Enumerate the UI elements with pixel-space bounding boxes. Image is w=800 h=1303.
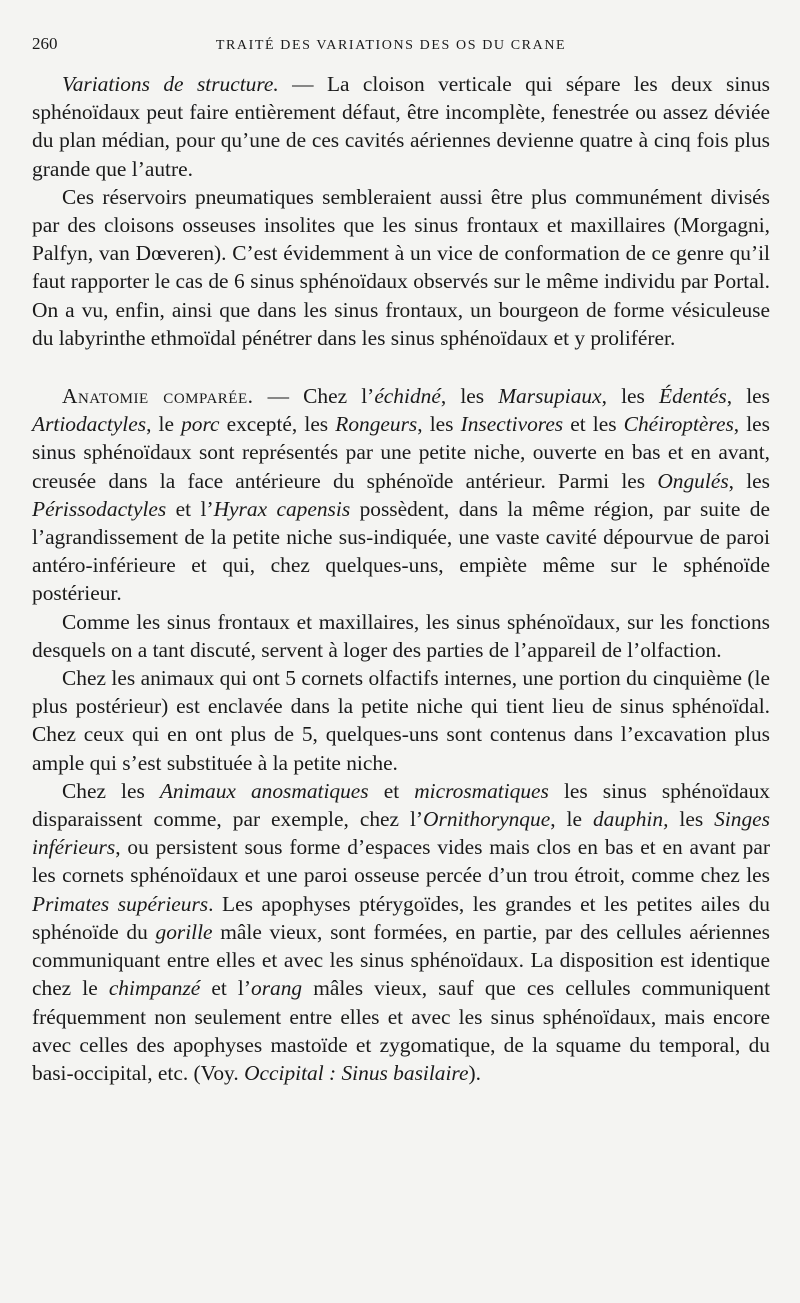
section-heading: Anatomie comparée.: [62, 384, 254, 409]
section-anatomie-comparee: [32, 382, 770, 1087]
section-gap: [32, 352, 770, 382]
page-number: 260: [32, 34, 58, 53]
running-title: TRAITÉ DES VARIATIONS DES OS DU CRANE: [215, 38, 567, 53]
paragraph: Variations de structure. — La cloison verticale qui sépare les deux sinus sphénoïdaux peut faire entièrement défaut, être incomplète, fenestrée ou assez déviée du plan médian, pour qu’une de ces cavités aériennes devienne quatre à cinq fois plus grande que l’autre.: [32, 72, 771, 181]
paragraph: Chez les animaux qui ont 5 cornets olfactifs internes, une portion du cinquième (le plus postérieur) est enclavée dans la petite niche qui tient lieu de sinus sphénoïdal. Chez ceux qui en ont plus de 5, quelques-uns sont contenus dans l’excavation plus ample qui s’est substituée à la petite niche.: [32, 666, 770, 775]
section-title: Variations de structure.: [62, 72, 279, 96]
paragraph: Comme les sinus frontaux et maxillaires, les sinus sphénoïdaux, sur les fonctions desquels on a tant discuté, servent à loger des parties de l’appareil de l’olfaction.: [32, 609, 770, 662]
paragraph: Anatomie comparée. — Chez l’échidné, les Marsupiaux, les Édentés, les Artiodactyles, le porc excepté, les Rongeurs, les Insectivores et les Chéiroptères, les sinus sphénoïdaux sont représentés par une petite niche, ouverte en bas et en avant, creusée dans la face antérieure du sphénoïde antérieur. Parmi les Ongulés, les Périssodactyles et l’Hyrax capensis possèdent, dans la même région, par suite de l’agrandissement de la petite niche sus-indiquée, une vaste cavité dépourvue de paroi antéro-inférieure et qui, chez quelques-uns, empiète même sur le sphénoïde postérieur.: [32, 384, 771, 606]
paragraph: Ces réservoirs pneumatiques sembleraient aussi être plus communément divisés par des cloisons osseuses insolites que les sinus frontaux et maxillaires (Morgagni, Palfyn, van Dœveren). C’est évidemment à un vice de conformation de ce genre qu’il faut rapporter le cas de 6 sinus sphénoïdaux observés sur le même individu par Portal. On a vu, enfin, ainsi que dans les sinus frontaux, un bourgeon de forme vésiculeuse du labyrinthe ethmoïdal pénétrer dans les sinus sphénoïdaux et y proliférer.: [32, 184, 770, 350]
running-header: [32, 34, 770, 60]
section-variations-structure: [32, 70, 770, 352]
paragraph: Chez les Animaux anosmatiques et microsmatiques les sinus sphénoïdaux disparaissent comme, par exemple, chez l’Ornithorynque, le dauphin, les Singes inférieurs, ou persistent sous forme d’espaces vides mais clos en bas et en avant par les cornets sphénoïdaux et une paroi osseuse percée d’un trou étroit, comme chez les Primates supérieurs. Les apophyses ptérygoïdes, les grandes et les petites ailes du sphénoïde du gorille mâle vieux, sont formées, en partie, par des cellules aériennes communiquant entre elles et avec les sinus sphénoïdaux. La disposition est identique chez le chimpanzé et l’orang mâles vieux, sauf que ces cellules communiquent fréquemment non seulement entre elles et avec les sinus sphénoïdaux, mais encore avec celles des apophyses mastoïde et zygomatique, de la squame du temporal, du basi-occipital, etc. (Voy. Occipital : Sinus basilaire).: [32, 778, 771, 1085]
